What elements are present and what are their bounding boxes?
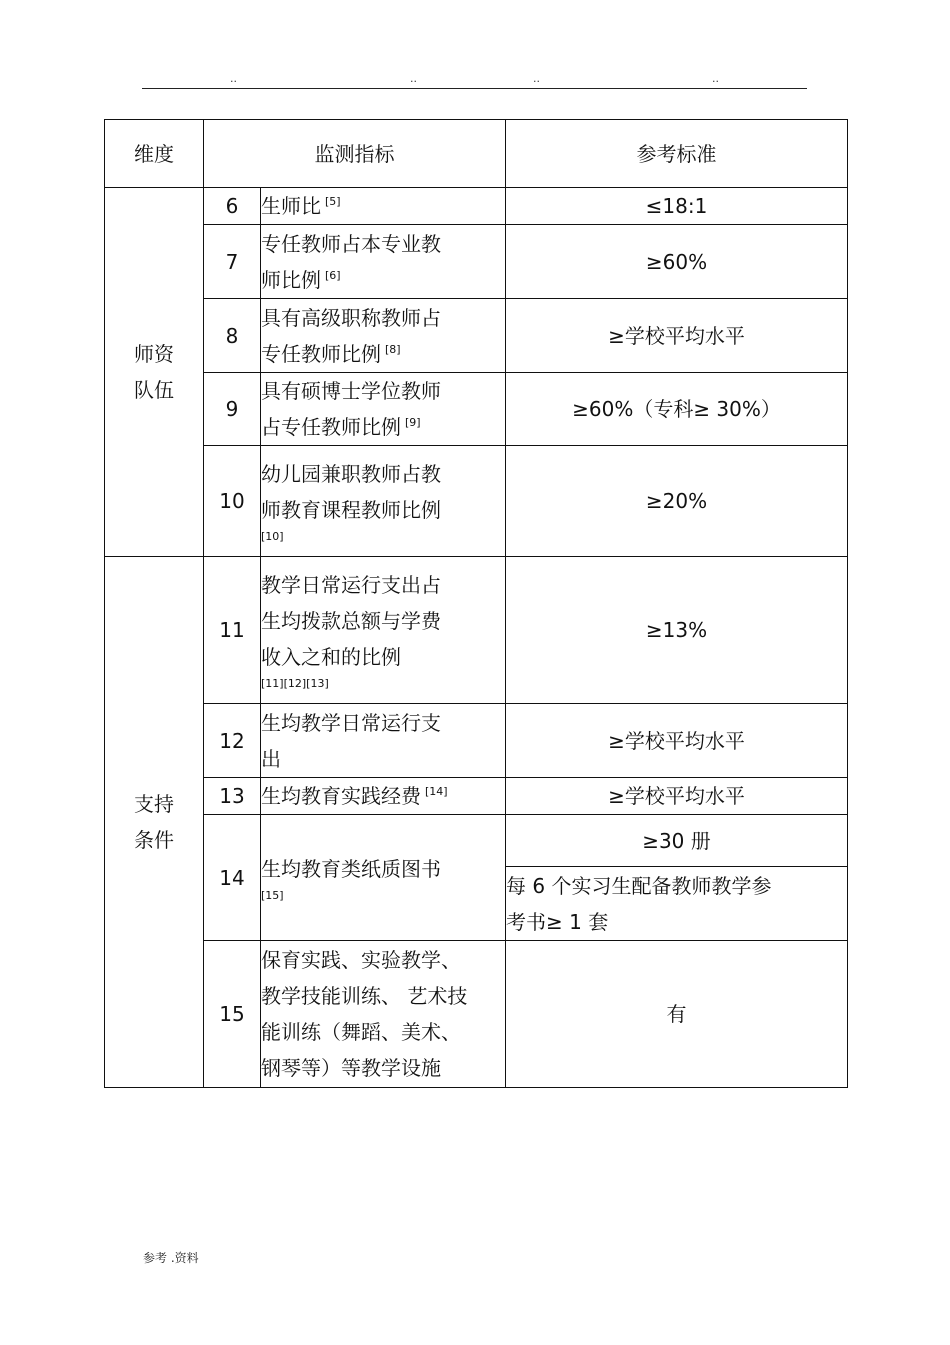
reference-mark: [10] — [261, 530, 284, 543]
table-row — [105, 373, 848, 446]
indicator-cell: 教学日常运行支出占 生均拨款总额与学费 收入之和的比例 [11][12][13] — [261, 557, 506, 704]
monitoring-table — [104, 119, 848, 1088]
indicator-cell: 具有硕博士学位教师 占专任教师比例 [9] — [261, 373, 506, 446]
reference-mark: [9] — [405, 416, 421, 430]
row-number: 15 — [204, 941, 261, 1088]
reference-mark: [8] — [385, 342, 401, 356]
row-number: 7 — [204, 225, 261, 299]
row-number: 14 — [204, 815, 261, 941]
table-header-row — [105, 120, 848, 188]
indicator-cell: 生均教育实践经费 [14] — [261, 778, 506, 815]
header-standard: 参考标准 — [506, 120, 848, 188]
standard-cell: ≥20% — [506, 446, 848, 557]
header-indicator: 监测指标 — [204, 120, 506, 188]
header-dots: .. — [230, 72, 237, 85]
group-teaching-staff: 师资 队伍 — [105, 188, 204, 557]
indicator-cell: 生均教育类纸质图书 [15] — [261, 815, 506, 941]
standard-cell: ≥60%（专科≥ 30%） — [506, 373, 848, 446]
row-number: 8 — [204, 299, 261, 373]
table-row — [105, 299, 848, 373]
group-support-conditions: 支持 条件 — [105, 557, 204, 1088]
table-row — [105, 778, 848, 815]
indicator-cell: 幼儿园兼职教师占教 师教育课程教师比例 [10] — [261, 446, 506, 557]
indicator-cell: 专任教师占本专业教 师比例 [6] — [261, 225, 506, 299]
standard-cell: ≥13% — [506, 557, 848, 704]
table-row — [105, 557, 848, 704]
table-row — [105, 446, 848, 557]
standard-cell: ≥60% — [506, 225, 848, 299]
row-number: 9 — [204, 373, 261, 446]
table-row — [105, 941, 848, 1088]
header-dimension: 维度 — [105, 120, 204, 188]
row-number: 13 — [204, 778, 261, 815]
header-dots: .. — [410, 72, 417, 85]
standard-cell: ≥学校平均水平 — [506, 299, 848, 373]
table-row — [105, 815, 848, 867]
reference-mark: [6] — [325, 268, 341, 282]
header-rule — [142, 88, 807, 89]
table-row — [105, 704, 848, 778]
table-row — [105, 225, 848, 299]
indicator-cell: 生师比 [5] — [261, 188, 506, 225]
standard-cell: 有 — [506, 941, 848, 1088]
standard-cell: 每 6 个实习生配备教师教学参 考书≥ 1 套 — [506, 867, 848, 941]
reference-mark: [11][12][13] — [261, 677, 329, 690]
standard-cell: ≥学校平均水平 — [506, 778, 848, 815]
indicator-cell: 生均教学日常运行支 出 — [261, 704, 506, 778]
row-number: 10 — [204, 446, 261, 557]
footer-text: 参考 .资料 — [143, 1251, 199, 1265]
table-row — [105, 188, 848, 225]
indicator-cell: 保育实践、实验教学、 教学技能训练、 艺术技 能训练（舞蹈、美术、 钢琴等）等教学设施 — [261, 941, 506, 1088]
indicator-cell: 具有高级职称教师占 专任教师比例 [8] — [261, 299, 506, 373]
row-number: 11 — [204, 557, 261, 704]
header-dots: .. — [712, 72, 719, 85]
standard-cell: ≤18:1 — [506, 188, 848, 225]
standard-cell: ≥学校平均水平 — [506, 704, 848, 778]
reference-mark: [15] — [261, 888, 284, 902]
standard-cell: ≥30 册 — [506, 815, 848, 867]
header-dots: .. — [533, 72, 540, 85]
row-number: 12 — [204, 704, 261, 778]
reference-mark: [14] — [425, 785, 448, 799]
row-number: 6 — [204, 188, 261, 225]
reference-mark: [5] — [325, 195, 341, 209]
